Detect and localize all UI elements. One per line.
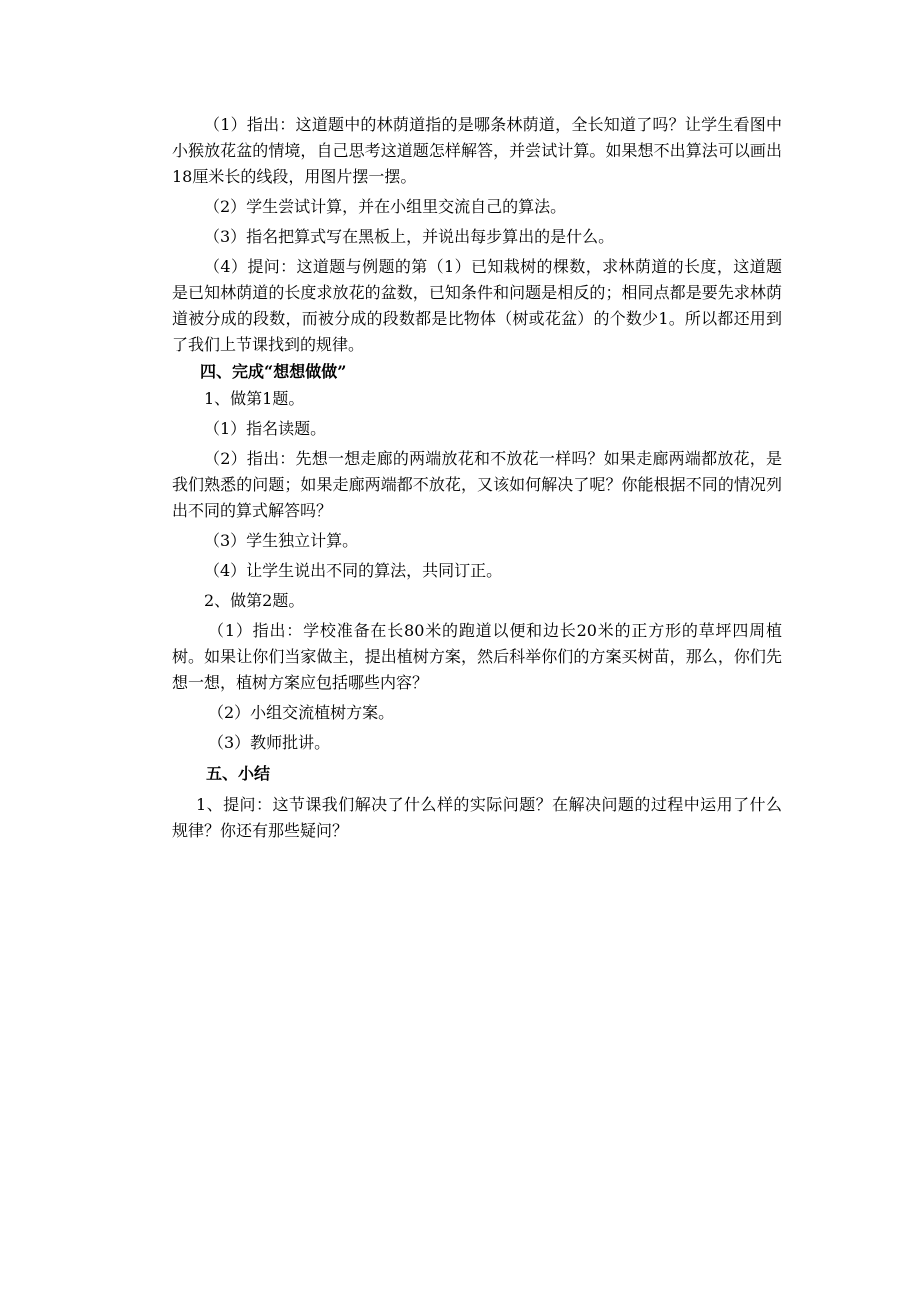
exercise-2-step-1: （1）指出：学校准备在长80米的跑道以便和边长20米的正方形的草坪四周植树。如果让你们当家做主，提出植树方案，然后科举你们的方案买树苗，那么，你们先想一想，植树方案应包括哪些内容？ bbox=[172, 621, 782, 692]
exercise-1-step-4: （4）让学生说出不同的算法，共同订正。 bbox=[204, 561, 503, 580]
summary-step-1: 1、提问：这节课我们解决了什么样的实际问题？在解决问题的过程中运用了什么规律？你还有那些疑问？ bbox=[172, 795, 782, 840]
exercise-2-step-3: （3）教师批讲。 bbox=[208, 733, 331, 752]
paragraph-step-1: （1）指出：这道题中的林荫道指的是哪条林荫道，全长知道了吗？让学生看图中小猴放花盆的情境，自己思考这道题怎样解答，并尝试计算。如果想不出算法可以画出18厘米长的线段，用图片摆一摆。 bbox=[172, 115, 782, 186]
exercise-1-step-3: （3）学生独立计算。 bbox=[204, 531, 359, 550]
exercise-2-step-2: （2）小组交流植树方案。 bbox=[208, 703, 395, 722]
exercise-1-step-1: （1）指名读题。 bbox=[204, 419, 327, 438]
paragraph-step-4: （4）提问：这道题与例题的第（1）已知栽树的棵数，求林荫道的长度，这道题是已知林荫道的长度求放花的盆数，已知条件和问题是相反的；相同点都是要先求林荫道被分成的段数，而被分成的段数都是比物体（树或花盆）的个数少1。所以都还用到了我们上节课找到的规律。 bbox=[172, 257, 782, 354]
exercise-2-title: 2、做第2题。 bbox=[204, 591, 305, 610]
paragraph-step-2: （2）学生尝试计算，并在小组里交流自己的算法。 bbox=[204, 197, 567, 216]
section-heading-5: 五、小结 bbox=[206, 764, 271, 783]
exercise-1-step-2: （2）指出：先想一想走廊的两端放花和不放花一样吗？如果走廊两端都放花，是我们熟悉的问题；如果走廊两端都不放花，又该如何解决了呢？你能根据不同的情况列出不同的算式解答吗？ bbox=[172, 449, 782, 520]
paragraph-step-3: （3）指名把算式写在黑板上，并说出每步算出的是什么。 bbox=[204, 227, 615, 246]
document-body bbox=[172, 112, 782, 844]
section-heading-4: 四、完成“想想做做” bbox=[200, 362, 347, 381]
exercise-1-title: 1、做第1题。 bbox=[204, 389, 305, 408]
